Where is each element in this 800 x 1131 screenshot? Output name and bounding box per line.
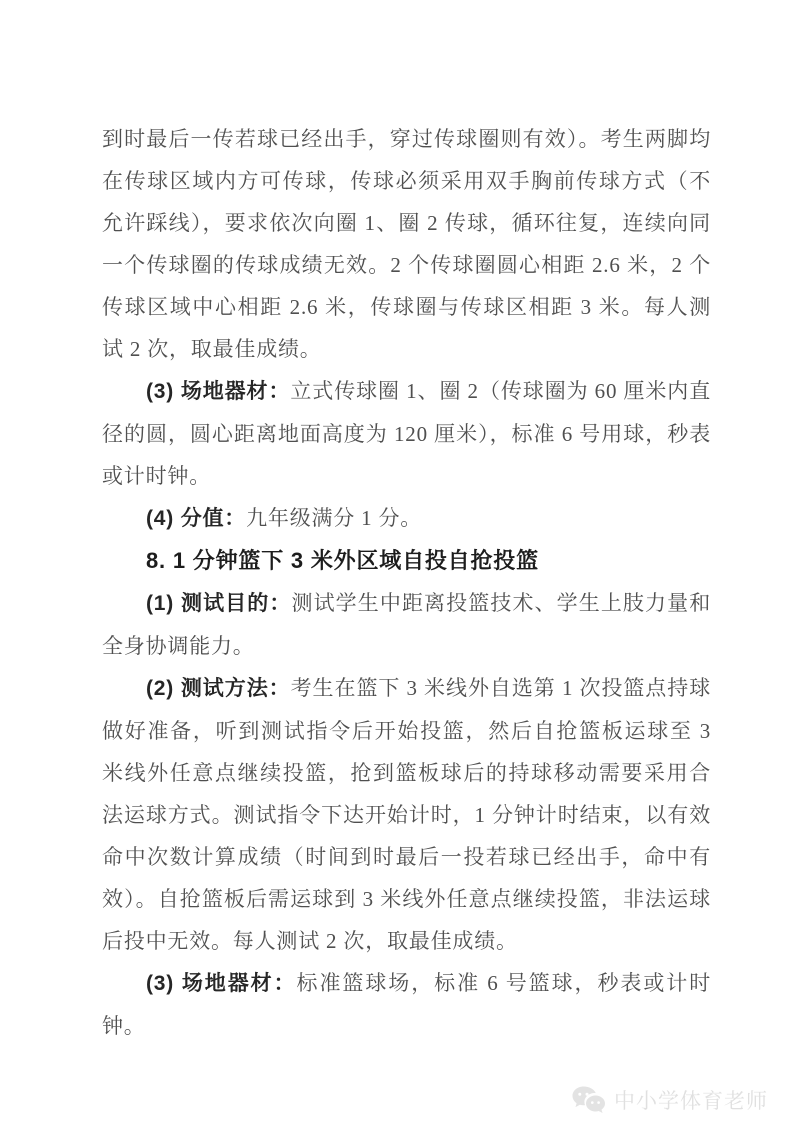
wechat-icon <box>572 1085 608 1115</box>
paragraph-text: 测试学生中距离投篮技术、学生上肢力量和全身协调能力。 <box>102 591 712 658</box>
paragraph-text: 考生在篮下 3 米线外自选第 1 次投篮点持球做好准备，听到测试指令后开始投篮，然后自抢篮板运球至 3 米线外任意点继续投篮，抢到篮板球后的持球移动需要采用合法运球方式。测试指令下达开始计时，1 分钟计时结束，以有效命中次数计算成绩（时间到时最后一投若球已经出手，命中有效）。自抢篮板后需运球到 3 米线外任意点继续投篮，非法运球后投中无效。每人测试 2 次，取最佳成绩。 <box>102 676 712 953</box>
paragraph-text: 立式传球圈 1、圈 2（传球圈为 60 厘米内直径的圆，圆心距离地面高度为 120 厘米），标准 6 号用球，秒表或计时钟。 <box>102 379 711 488</box>
paragraph <box>102 962 711 1047</box>
paragraph-label: (1) 测试目的： <box>146 592 292 615</box>
paragraph <box>102 118 711 370</box>
paragraph-label: (3) 场地器材： <box>146 972 297 995</box>
paragraph-label: (3) 场地器材： <box>146 380 291 403</box>
paragraph-text: 标准篮球场，标准 6 号篮球，秒表或计时钟。 <box>102 971 712 1038</box>
paragraph-label: 8. 1 分钟篮下 3 米外区域自投自抢投篮 <box>146 548 539 573</box>
section-heading <box>102 540 711 582</box>
paragraph <box>102 497 711 540</box>
paragraph <box>102 667 711 962</box>
paragraph-label: (4) 分值： <box>146 507 247 530</box>
watermark <box>572 1085 768 1115</box>
paragraph <box>102 582 711 667</box>
paragraph-text: 九年级满分 1 分。 <box>246 506 423 530</box>
watermark-label: 中小学体育老师 <box>614 1090 768 1113</box>
paragraph-label: (2) 测试方法： <box>146 677 291 700</box>
paragraph <box>102 370 711 497</box>
paragraph-text: 到时最后一传若球已经出手，穿过传球圈则有效）。考生两脚均在传球区域内方可传球，传球必须采用双手胸前传球方式（不允许踩线），要求依次向圈 1、圈 2 传球，循环往复，连续向同一个传球圈的传球成绩无效。2 个传球圈圆心相距 2.6 米，2 个传球区域中心相距 2.6 米，传球圈与传球区相距 3 米。每人测试 2 次，取最佳成绩。 <box>102 127 711 361</box>
document-text <box>102 118 711 1047</box>
